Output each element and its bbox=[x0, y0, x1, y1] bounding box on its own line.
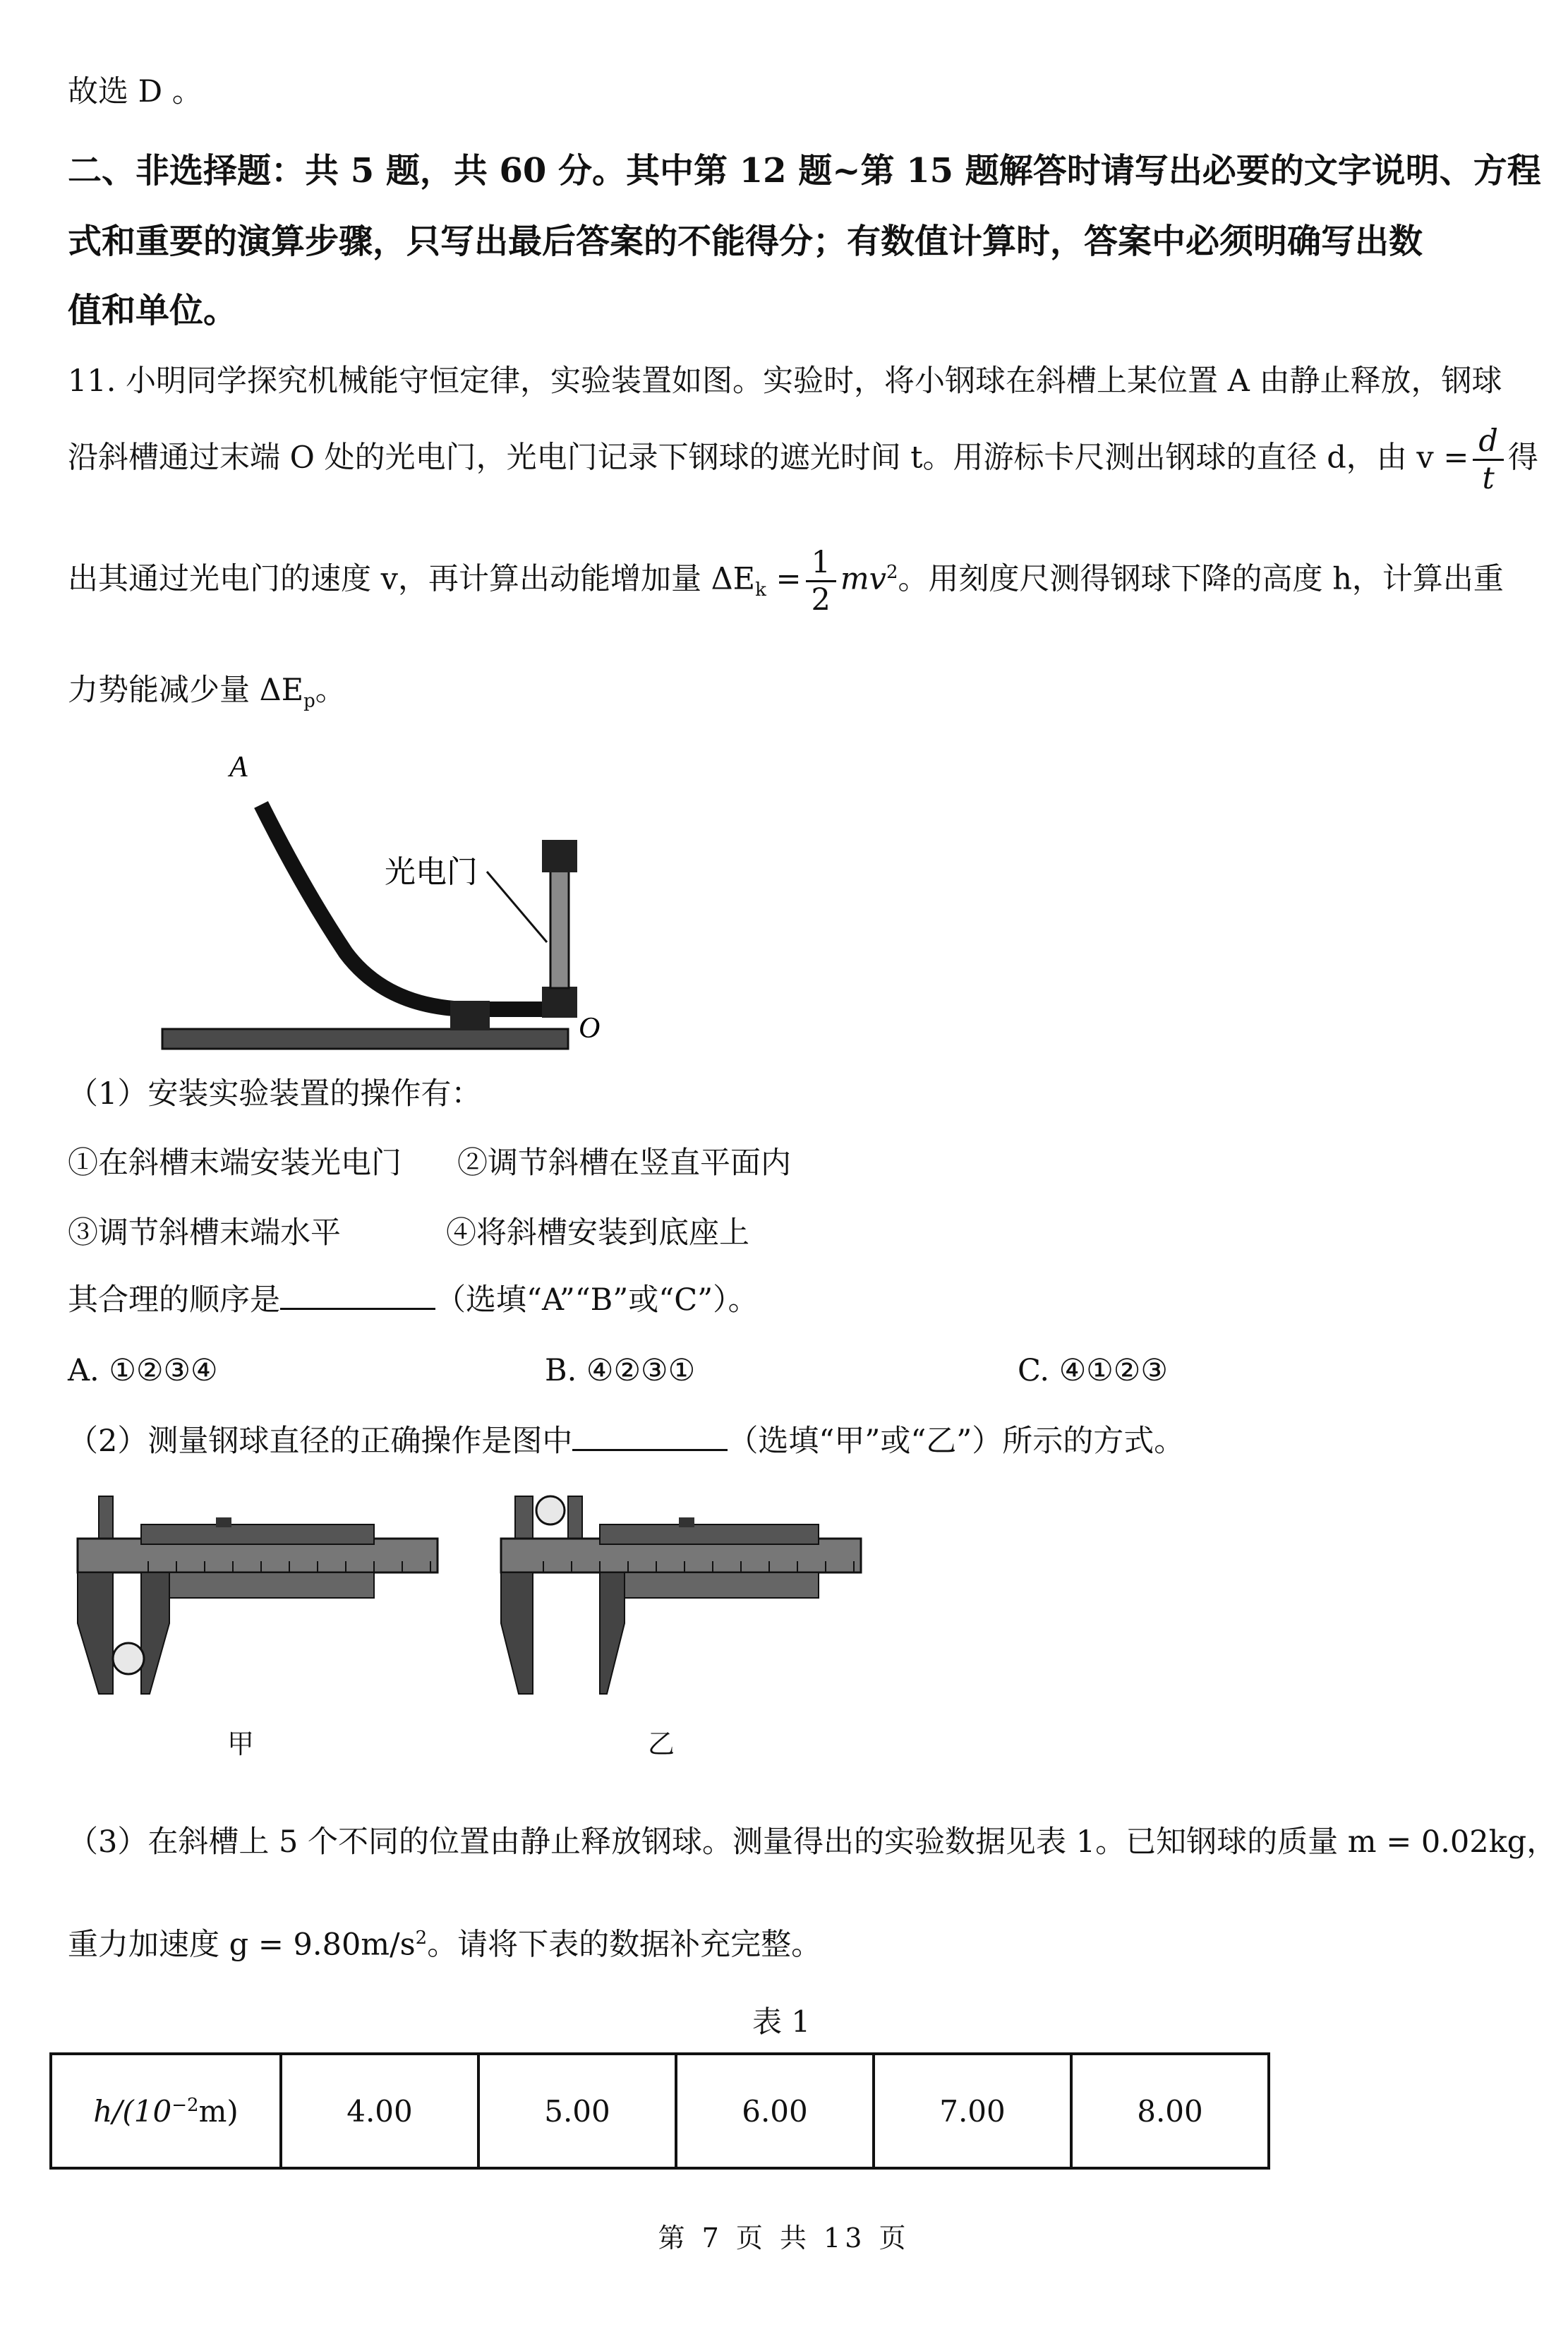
base-plate bbox=[162, 1029, 568, 1049]
step-3: ③调节斜槽末端水平 bbox=[68, 1215, 341, 1251]
part1-question-hint: （选填“A”“B”或“C”）。 bbox=[435, 1282, 759, 1318]
q11-line2 bbox=[68, 423, 1538, 496]
incline-groove bbox=[261, 805, 550, 1009]
lock-screw bbox=[216, 1517, 231, 1527]
slider-top bbox=[600, 1524, 819, 1544]
section-heading-line3: 值和单位。 bbox=[68, 291, 238, 330]
part3-line2-end: 。请将下表的数据补充完整。 bbox=[427, 1927, 822, 1963]
option-c: C. ④①②③ bbox=[1018, 1353, 1168, 1388]
q11-line3 bbox=[68, 545, 1504, 618]
table-row bbox=[51, 2054, 1269, 2168]
caption-yi: 乙 bbox=[648, 1728, 675, 1760]
apparatus-figure bbox=[155, 748, 635, 1059]
table-header-exponent: −2 bbox=[171, 2094, 199, 2116]
part3-line1: （3）在斜槽上 5 个不同的位置由静止释放钢球。测量得出的实验数据见表 1。已知钢球的质量 m = 0.02kg， bbox=[68, 1824, 1557, 1860]
half-fraction bbox=[806, 545, 836, 618]
part3-line2-text: 重力加速度 g = 9.80m/s bbox=[68, 1927, 416, 1963]
table-cell: 6.00 bbox=[676, 2054, 874, 2168]
part2-question-text: （2）测量钢球直径的正确操作是图中 bbox=[68, 1424, 573, 1459]
table-cell: 5.00 bbox=[478, 2054, 676, 2168]
caliper-yi bbox=[494, 1482, 868, 1708]
gate-upper-block bbox=[542, 840, 577, 872]
page-footer: 第 7 页 共 13 页 bbox=[658, 2222, 910, 2254]
g-unit-exponent: 2 bbox=[415, 1927, 428, 1949]
sliding-jaw bbox=[141, 1572, 169, 1694]
fixed-jaw bbox=[501, 1572, 533, 1694]
vernier-scale bbox=[600, 1572, 819, 1598]
groove-support bbox=[450, 1001, 490, 1030]
step-1: ①在斜槽末端安装光电门 bbox=[68, 1145, 402, 1181]
option-a: A. ①②③④ bbox=[68, 1353, 218, 1388]
mv-term: mv bbox=[840, 561, 886, 597]
label-a: A bbox=[229, 751, 248, 783]
velocity-denominator: t bbox=[1482, 461, 1495, 496]
gate-lower-block bbox=[542, 987, 577, 1018]
table-header-cell bbox=[51, 2054, 281, 2168]
q11-line2-end: 得 bbox=[1507, 440, 1538, 476]
fixed-jaw bbox=[78, 1572, 113, 1694]
previous-answer: 故选 D 。 bbox=[68, 74, 203, 109]
label-o: O bbox=[579, 1012, 601, 1045]
caliper-jia bbox=[71, 1482, 445, 1708]
answer-blank-2[interactable] bbox=[572, 1421, 728, 1451]
gate-column bbox=[550, 868, 569, 988]
sliding-jaw bbox=[600, 1572, 625, 1694]
q11-line4-end: 。 bbox=[315, 673, 346, 708]
caption-jia: 甲 bbox=[227, 1728, 255, 1760]
section-heading-line2: 式和重要的演算步骤，只写出最后答案的不能得分；有数值计算时，答案中必须明确写出数 bbox=[68, 222, 1423, 261]
q11-line2-text: 沿斜槽通过末端 O 处的光电门，光电门记录下钢球的遮光时间 t。用游标卡尺测出钢球的直径 d，由 v = bbox=[68, 440, 1469, 476]
label-photogate: 光电门 bbox=[385, 854, 478, 890]
q11-line1: 11. 小明同学探究机械能守恒定律，实验装置如图。实验时，将小钢球在斜槽上某位置 A 由静止释放，钢球 bbox=[68, 363, 1502, 399]
table-header-h: h/(10 bbox=[93, 2093, 172, 2129]
ep-subscript: p bbox=[303, 690, 315, 712]
q11-line3-text: 出其通过光电门的速度 v，再计算出动能增加量 ΔE bbox=[68, 561, 756, 597]
step-2: ②调节斜槽在竖直平面内 bbox=[457, 1145, 791, 1181]
option-b: B. ④②③① bbox=[545, 1353, 696, 1388]
half-denominator: 2 bbox=[811, 582, 831, 618]
section-heading-line1: 二、非选择题：共 5 题，共 60 分。其中第 12 题~第 15 题解答时请写出必要的文字说明、方程 bbox=[68, 151, 1541, 191]
data-table bbox=[49, 2052, 1270, 2170]
q11-line3-end: 。用刻度尺测得钢球下降的高度 h，计算出重 bbox=[898, 561, 1504, 597]
slider-top bbox=[141, 1524, 374, 1544]
mv-exponent: 2 bbox=[886, 562, 898, 584]
table-cell: 8.00 bbox=[1071, 2054, 1269, 2168]
ek-equals: = bbox=[766, 561, 802, 597]
vernier-scale bbox=[141, 1572, 374, 1598]
step-4: ④将斜槽安装到底座上 bbox=[446, 1215, 749, 1251]
half-numerator: 1 bbox=[806, 545, 836, 582]
part3-line2 bbox=[68, 1917, 821, 1966]
part2-question bbox=[68, 1420, 1184, 1462]
q11-line4-text: 力势能减少量 ΔE bbox=[68, 673, 304, 708]
ek-subscript: k bbox=[755, 579, 766, 601]
answer-blank-1[interactable] bbox=[280, 1280, 435, 1310]
gate-leader-line bbox=[487, 872, 547, 942]
steel-ball bbox=[113, 1643, 144, 1674]
velocity-fraction bbox=[1473, 423, 1504, 496]
steel-ball bbox=[536, 1496, 565, 1524]
part2-question-hint: （选填“甲”或“乙”）所示的方式。 bbox=[728, 1424, 1185, 1459]
velocity-numerator: d bbox=[1473, 423, 1504, 461]
part1-title: （1）安装实验装置的操作有： bbox=[68, 1076, 482, 1112]
part1-question bbox=[68, 1279, 759, 1321]
table-cell: 4.00 bbox=[281, 2054, 478, 2168]
lock-screw bbox=[679, 1517, 694, 1527]
table-header-unit: m) bbox=[198, 2093, 239, 2129]
table-caption: 表 1 bbox=[752, 2004, 811, 2039]
q11-line4 bbox=[68, 669, 346, 723]
table-cell: 7.00 bbox=[874, 2054, 1071, 2168]
part1-question-text: 其合理的顺序是 bbox=[68, 1282, 280, 1318]
